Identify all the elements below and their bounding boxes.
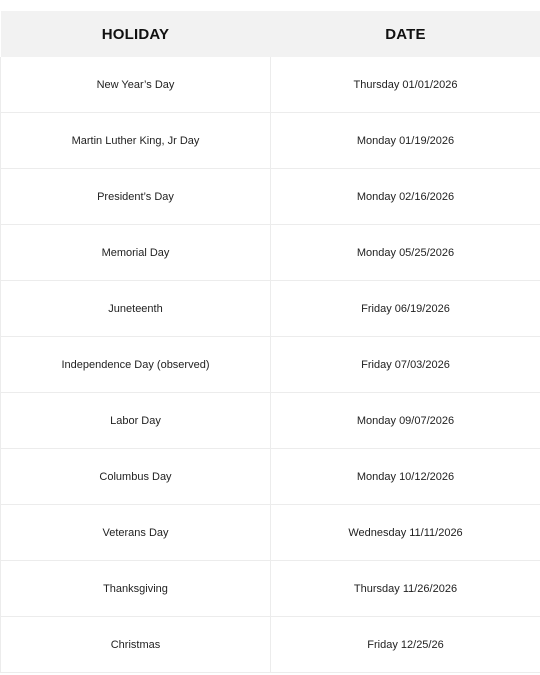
table-row	[1, 505, 540, 561]
holiday-column-header: HOLIDAY	[1, 11, 271, 57]
date-column-header: DATE	[271, 11, 540, 57]
table-row	[1, 225, 540, 281]
table-row	[1, 169, 540, 225]
holiday-cell: Memorial Day	[1, 225, 271, 281]
holiday-cell: Labor Day	[1, 393, 271, 449]
holiday-cell: Martin Luther King, Jr Day	[1, 113, 271, 169]
date-cell: Friday 07/03/2026	[271, 337, 540, 393]
table-row	[1, 281, 540, 337]
date-cell: Thursday 11/26/2026	[271, 561, 540, 617]
holiday-cell: Veterans Day	[1, 505, 271, 561]
table-header	[1, 11, 540, 57]
holiday-table	[0, 11, 540, 673]
holiday-cell: New Year’s Day	[1, 57, 271, 113]
date-cell: Friday 06/19/2026	[271, 281, 540, 337]
table-row	[1, 617, 540, 673]
holiday-cell: Christmas	[1, 617, 271, 673]
table-row	[1, 57, 540, 113]
holiday-cell: Columbus Day	[1, 449, 271, 505]
date-cell: Monday 01/19/2026	[271, 113, 540, 169]
date-cell: Monday 09/07/2026	[271, 393, 540, 449]
holiday-cell: Thanksgiving	[1, 561, 271, 617]
table-row	[1, 393, 540, 449]
date-cell: Thursday 01/01/2026	[271, 57, 540, 113]
table-row	[1, 113, 540, 169]
date-cell: Monday 02/16/2026	[271, 169, 540, 225]
date-cell: Monday 05/25/2026	[271, 225, 540, 281]
holiday-cell: Independence Day (observed)	[1, 337, 271, 393]
date-cell: Friday 12/25/26	[271, 617, 540, 673]
table-row	[1, 561, 540, 617]
table-row	[1, 337, 540, 393]
table-body	[1, 57, 540, 673]
header-row	[1, 11, 540, 57]
holiday-cell: Juneteenth	[1, 281, 271, 337]
date-cell: Wednesday 11/11/2026	[271, 505, 540, 561]
holiday-cell: President’s Day	[1, 169, 271, 225]
table-row	[1, 449, 540, 505]
date-cell: Monday 10/12/2026	[271, 449, 540, 505]
